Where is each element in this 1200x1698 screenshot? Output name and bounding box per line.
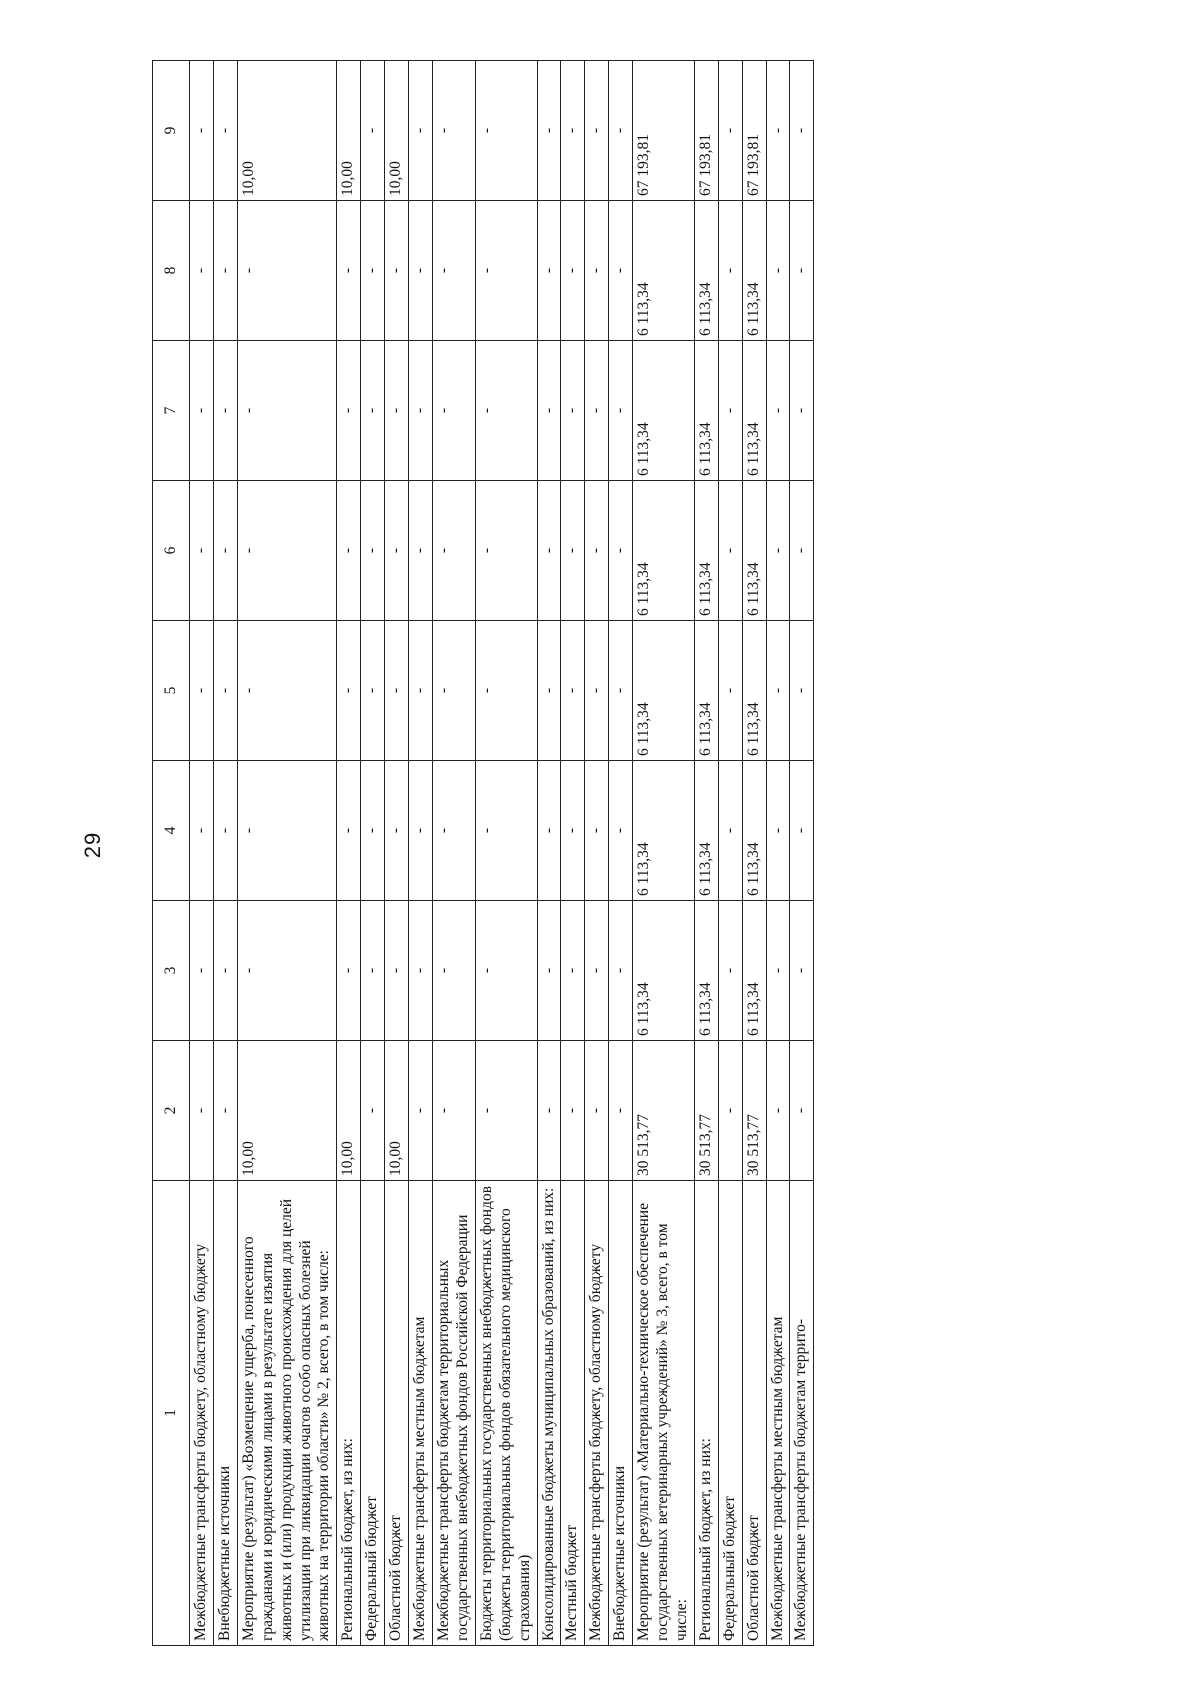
table-row — [213, 61, 237, 1646]
value-cell: - — [790, 61, 814, 201]
column-header-8: 8 — [153, 201, 190, 341]
value-cell: - — [766, 341, 790, 481]
value-cell: - — [409, 481, 433, 621]
value-cell: - — [790, 761, 814, 901]
value-cell: 6 113,34 — [694, 621, 718, 761]
value-cell: - — [790, 621, 814, 761]
value-cell: - — [237, 761, 337, 901]
value-cell: - — [585, 901, 609, 1041]
value-cell: - — [561, 341, 585, 481]
value-cell: 6 113,34 — [742, 761, 766, 901]
value-cell: - — [585, 1041, 609, 1181]
table-body — [190, 61, 814, 1646]
value-cell: - — [361, 621, 385, 761]
value-cell: - — [361, 481, 385, 621]
value-cell: - — [585, 481, 609, 621]
value-cell: - — [790, 341, 814, 481]
value-cell: 6 113,34 — [694, 901, 718, 1041]
row-label-cell: Мероприятие (результат) «Возмещение ущерба, понесенного гражданами и юридическими лицами в результате изъятия животных и (или) продукции животного происхождения для целей утилизации при ликвидации очагов особо опасных болезней животных на территории области» № 2, всего, в том числе: — [237, 1181, 337, 1646]
row-label-cell: Межбюджетные трансферты бюджетам территориальных государственных внебюджетных фондов Российской Федерации — [432, 1181, 475, 1646]
value-cell: - — [385, 341, 409, 481]
value-cell: - — [585, 621, 609, 761]
value-cell: - — [718, 761, 742, 901]
value-cell: 67 193,81 — [742, 61, 766, 201]
row-label-cell: Внебюджетные источники — [213, 1181, 237, 1646]
value-cell: - — [190, 761, 214, 901]
row-label-cell: Мероприятие (результат) «Материально-техническое обеспечение государственных ветеринарных учреждений» № 3, всего, в том числе: — [633, 1181, 695, 1646]
value-cell: - — [609, 201, 633, 341]
value-cell: - — [337, 341, 361, 481]
value-cell: - — [609, 621, 633, 761]
value-cell: - — [561, 901, 585, 1041]
value-cell: 6 113,34 — [633, 481, 695, 621]
row-label-cell: Областной бюджет — [742, 1181, 766, 1646]
value-cell: - — [475, 341, 537, 481]
value-cell: - — [432, 61, 475, 201]
value-cell: - — [213, 901, 237, 1041]
value-cell: - — [561, 61, 585, 201]
value-cell: - — [475, 481, 537, 621]
value-cell: - — [237, 201, 337, 341]
value-cell: - — [213, 761, 237, 901]
value-cell: 6 113,34 — [742, 201, 766, 341]
value-cell: - — [213, 341, 237, 481]
row-label-cell: Бюджеты территориальных государственных внебюджетных фондов (бюджеты территориальных фондов обязательного медицинского страхования) — [475, 1181, 537, 1646]
value-cell: - — [213, 1041, 237, 1181]
table-row — [432, 61, 475, 1646]
value-cell: 10,00 — [337, 1041, 361, 1181]
value-cell: - — [585, 61, 609, 201]
value-cell: 10,00 — [237, 61, 337, 201]
value-cell: - — [766, 61, 790, 201]
value-cell: 67 193,81 — [694, 61, 718, 201]
table-row — [337, 61, 361, 1646]
value-cell: - — [409, 901, 433, 1041]
value-cell: - — [766, 201, 790, 341]
value-cell: 6 113,34 — [633, 621, 695, 761]
value-cell: - — [718, 621, 742, 761]
value-cell: - — [766, 481, 790, 621]
row-label-cell: Межбюджетные трансферты местным бюджетам — [409, 1181, 433, 1646]
value-cell: - — [609, 761, 633, 901]
value-cell: 6 113,34 — [694, 341, 718, 481]
table-header-row — [153, 61, 190, 1646]
value-cell: 10,00 — [337, 61, 361, 201]
table-row — [237, 61, 337, 1646]
table-row — [585, 61, 609, 1646]
value-cell: - — [475, 621, 537, 761]
row-label-cell: Региональный бюджет, из них: — [337, 1181, 361, 1646]
value-cell: - — [213, 61, 237, 201]
row-label-cell: Федеральный бюджет — [361, 1181, 385, 1646]
page-number: 29 — [80, 831, 106, 859]
value-cell: - — [361, 1041, 385, 1181]
value-cell: 30 513,77 — [742, 1041, 766, 1181]
row-label-cell: Местный бюджет — [561, 1181, 585, 1646]
table-row — [385, 61, 409, 1646]
value-cell: 6 113,34 — [694, 761, 718, 901]
value-cell: - — [537, 761, 561, 901]
value-cell: - — [790, 201, 814, 341]
value-cell: - — [337, 621, 361, 761]
value-cell: - — [337, 761, 361, 901]
value-cell: - — [475, 201, 537, 341]
column-header-3: 3 — [153, 901, 190, 1041]
value-cell: - — [432, 1041, 475, 1181]
value-cell: - — [537, 201, 561, 341]
value-cell: - — [766, 761, 790, 901]
row-label-cell: Межбюджетные трансферты бюджетам террито- — [790, 1181, 814, 1646]
table-row — [609, 61, 633, 1646]
value-cell: 6 113,34 — [742, 481, 766, 621]
value-cell: - — [790, 901, 814, 1041]
value-cell: - — [790, 1041, 814, 1181]
value-cell: - — [475, 1041, 537, 1181]
value-cell: - — [537, 61, 561, 201]
value-cell: 6 113,34 — [742, 901, 766, 1041]
value-cell: - — [537, 341, 561, 481]
value-cell: - — [609, 901, 633, 1041]
value-cell: - — [609, 481, 633, 621]
value-cell: - — [585, 761, 609, 901]
table-row — [475, 61, 537, 1646]
value-cell: - — [237, 901, 337, 1041]
row-label-cell: Межбюджетные трансферты бюджету, областному бюджету — [190, 1181, 214, 1646]
column-header-7: 7 — [153, 341, 190, 481]
value-cell: - — [190, 201, 214, 341]
value-cell: - — [213, 621, 237, 761]
value-cell: - — [237, 341, 337, 481]
value-cell: - — [337, 201, 361, 341]
table-row — [633, 61, 695, 1646]
value-cell: 6 113,34 — [694, 201, 718, 341]
value-cell: - — [432, 761, 475, 901]
value-cell: 6 113,34 — [633, 201, 695, 341]
value-cell: - — [561, 761, 585, 901]
value-cell: - — [585, 201, 609, 341]
value-cell: - — [337, 901, 361, 1041]
value-cell: - — [609, 1041, 633, 1181]
value-cell: - — [409, 341, 433, 481]
table-row — [718, 61, 742, 1646]
column-header-9: 9 — [153, 61, 190, 201]
value-cell: - — [561, 481, 585, 621]
value-cell: - — [190, 1041, 214, 1181]
column-header-5: 5 — [153, 621, 190, 761]
value-cell: - — [385, 201, 409, 341]
table-row — [766, 61, 790, 1646]
row-label-cell: Федеральный бюджет — [718, 1181, 742, 1646]
value-cell: 10,00 — [385, 61, 409, 201]
value-cell: - — [537, 901, 561, 1041]
value-cell: - — [190, 341, 214, 481]
value-cell: - — [385, 761, 409, 901]
value-cell: - — [537, 1041, 561, 1181]
row-label-cell: Межбюджетные трансферты бюджету, областному бюджету — [585, 1181, 609, 1646]
value-cell: - — [385, 481, 409, 621]
value-cell: - — [585, 341, 609, 481]
value-cell: 6 113,34 — [742, 621, 766, 761]
row-label-cell: Межбюджетные трансферты местным бюджетам — [766, 1181, 790, 1646]
value-cell: - — [718, 341, 742, 481]
value-cell: - — [409, 761, 433, 901]
value-cell: 10,00 — [385, 1041, 409, 1181]
value-cell: 6 113,34 — [633, 341, 695, 481]
value-cell: - — [361, 341, 385, 481]
column-header-1: 1 — [153, 1181, 190, 1646]
value-cell: - — [609, 341, 633, 481]
table-row — [561, 61, 585, 1646]
value-cell: - — [537, 481, 561, 621]
value-cell: - — [190, 481, 214, 621]
row-label-cell: Консолидированные бюджеты муниципальных образований, из них: — [537, 1181, 561, 1646]
value-cell: - — [718, 481, 742, 621]
value-cell: - — [409, 61, 433, 201]
value-cell: - — [237, 481, 337, 621]
value-cell: 10,00 — [237, 1041, 337, 1181]
value-cell: - — [213, 201, 237, 341]
value-cell: - — [409, 621, 433, 761]
table-row — [790, 61, 814, 1646]
value-cell: - — [337, 481, 361, 621]
value-cell: - — [361, 901, 385, 1041]
column-header-2: 2 — [153, 1041, 190, 1181]
value-cell: - — [609, 61, 633, 201]
value-cell: 67 193,81 — [633, 61, 695, 201]
value-cell: - — [718, 1041, 742, 1181]
table-row — [190, 61, 214, 1646]
value-cell: 6 113,34 — [742, 341, 766, 481]
table-row — [537, 61, 561, 1646]
value-cell: 6 113,34 — [633, 901, 695, 1041]
rotated-table-container — [152, 61, 1062, 1646]
value-cell: 6 113,34 — [633, 761, 695, 901]
value-cell: - — [790, 481, 814, 621]
row-label-cell: Региональный бюджет, из них: — [694, 1181, 718, 1646]
value-cell: - — [475, 901, 537, 1041]
value-cell: - — [561, 201, 585, 341]
budget-table — [152, 60, 814, 1646]
value-cell: - — [213, 481, 237, 621]
value-cell: 30 513,77 — [633, 1041, 695, 1181]
value-cell: - — [385, 901, 409, 1041]
value-cell: - — [718, 901, 742, 1041]
value-cell: 6 113,34 — [694, 481, 718, 621]
value-cell: - — [766, 1041, 790, 1181]
value-cell: - — [561, 1041, 585, 1181]
value-cell: - — [718, 61, 742, 201]
value-cell: - — [766, 901, 790, 1041]
row-label-cell: Внебюджетные источники — [609, 1181, 633, 1646]
value-cell: - — [537, 621, 561, 761]
value-cell: - — [432, 481, 475, 621]
column-header-6: 6 — [153, 481, 190, 621]
table-row — [409, 61, 433, 1646]
column-header-4: 4 — [153, 761, 190, 901]
table-row — [694, 61, 718, 1646]
value-cell: - — [561, 621, 585, 761]
row-label-cell: Областной бюджет — [385, 1181, 409, 1646]
value-cell: - — [718, 201, 742, 341]
value-cell: - — [409, 201, 433, 341]
value-cell: - — [361, 761, 385, 901]
value-cell: - — [475, 61, 537, 201]
table-row — [361, 61, 385, 1646]
value-cell: - — [432, 201, 475, 341]
value-cell: - — [190, 901, 214, 1041]
value-cell: - — [190, 621, 214, 761]
value-cell: - — [361, 61, 385, 201]
value-cell: - — [361, 201, 385, 341]
value-cell: - — [237, 621, 337, 761]
value-cell: - — [190, 61, 214, 201]
value-cell: - — [409, 1041, 433, 1181]
value-cell: - — [475, 761, 537, 901]
value-cell: - — [432, 621, 475, 761]
value-cell: - — [385, 621, 409, 761]
table-row — [742, 61, 766, 1646]
value-cell: - — [432, 901, 475, 1041]
value-cell: - — [766, 621, 790, 761]
value-cell: - — [432, 341, 475, 481]
value-cell: 30 513,77 — [694, 1041, 718, 1181]
